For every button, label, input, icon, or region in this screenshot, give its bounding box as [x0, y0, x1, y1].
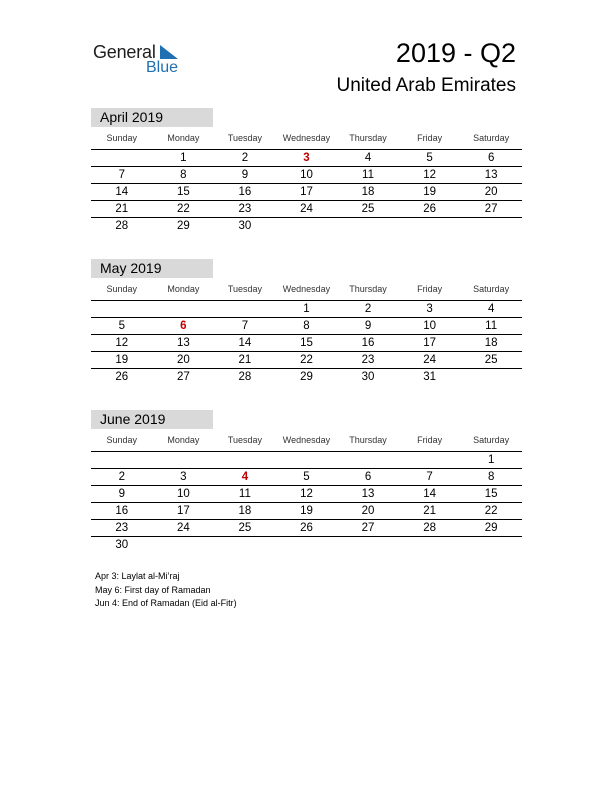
day-cell — [399, 218, 461, 234]
day-cell: 25 — [238, 522, 252, 534]
day-cell: 15 — [484, 488, 498, 500]
weekday-header-row — [91, 434, 522, 452]
day-cell: 16 — [238, 186, 252, 198]
day-cell: 24 — [300, 203, 313, 215]
day-cell — [399, 452, 461, 468]
day-cell — [276, 452, 338, 468]
day-cell: 30 — [361, 371, 375, 383]
day-cell: 17 — [300, 186, 313, 198]
day-cell: 7 — [118, 169, 125, 181]
day-cell: 14 — [115, 186, 129, 198]
day-cell: 23 — [115, 522, 129, 534]
logo-blue-text: Blue — [146, 59, 179, 76]
day-cell: 27 — [484, 203, 498, 215]
country-name: United Arab Emirates — [336, 75, 516, 96]
month-may — [91, 259, 522, 385]
day-cell: 10 — [423, 320, 436, 332]
day-cell: 14 — [423, 488, 436, 500]
day-cell: 29 — [300, 371, 313, 383]
week-row — [91, 520, 522, 537]
day-cell: 1 — [180, 152, 187, 164]
day-cell: 13 — [176, 337, 190, 349]
day-cell: 4 — [487, 303, 495, 315]
day-cell: 13 — [484, 169, 498, 181]
day-cell: 23 — [361, 354, 375, 366]
weekday-label: Saturday — [473, 133, 510, 143]
week-row — [91, 369, 522, 385]
week-row — [91, 469, 522, 486]
logo — [93, 42, 193, 82]
day-cell — [337, 452, 399, 468]
day-cell: 18 — [238, 505, 252, 517]
day-cell: 30 — [238, 220, 252, 232]
weekday-label: Sunday — [106, 435, 138, 445]
weekday-label: Monday — [167, 133, 200, 143]
day-cell: 21 — [115, 203, 129, 215]
day-cell: 11 — [362, 169, 374, 181]
day-cell — [276, 537, 338, 553]
day-cell: 7 — [241, 320, 249, 332]
day-cell: 5 — [303, 471, 310, 483]
week-row — [91, 452, 522, 469]
day-cell: 16 — [361, 337, 375, 349]
weekday-label: Thursday — [349, 133, 387, 143]
day-cell: 2 — [118, 471, 125, 483]
day-cell: 24 — [176, 522, 190, 534]
weekday-label: Tuesday — [227, 435, 262, 445]
week-row — [91, 335, 522, 352]
holiday-day-cell: 4 — [241, 471, 249, 483]
day-cell: 15 — [176, 186, 190, 198]
day-cell — [460, 218, 522, 234]
holiday-note: May 6: First day of Ramadan — [95, 584, 211, 595]
day-cell — [214, 452, 276, 468]
day-cell: 12 — [300, 488, 313, 500]
day-cell: 3 — [426, 303, 433, 315]
day-cell: 25 — [484, 354, 498, 366]
day-cell: 4 — [364, 152, 372, 164]
day-cell: 28 — [238, 371, 252, 383]
day-cell: 22 — [176, 203, 190, 215]
day-cell — [91, 150, 153, 166]
day-cell: 19 — [423, 186, 436, 198]
week-row — [91, 537, 522, 553]
weekday-label: Friday — [417, 133, 443, 143]
day-cell: 26 — [300, 522, 313, 534]
weekday-label: Thursday — [349, 284, 387, 294]
day-cell: 19 — [115, 354, 129, 366]
day-cell: 8 — [180, 169, 187, 181]
day-cell: 6 — [487, 152, 495, 164]
day-cell: 15 — [300, 337, 313, 349]
weekday-label: Wednesday — [282, 435, 331, 445]
day-cell: 12 — [115, 337, 129, 349]
day-cell: 13 — [361, 488, 375, 500]
logo-general-text: General — [93, 42, 156, 62]
weekday-label: Wednesday — [282, 284, 331, 294]
weekday-header-row — [91, 132, 522, 150]
day-cell: 30 — [115, 539, 129, 551]
day-cell: 9 — [364, 320, 372, 332]
month-june — [91, 410, 522, 553]
day-cell — [399, 537, 461, 553]
day-cell — [276, 218, 338, 234]
day-cell: 21 — [423, 505, 436, 517]
weekday-label: Monday — [167, 435, 200, 445]
day-cell — [153, 301, 215, 317]
week-row — [91, 503, 522, 520]
day-cell: 22 — [300, 354, 313, 366]
day-cell — [337, 537, 399, 553]
day-cell: 5 — [118, 320, 125, 332]
day-cell — [460, 537, 522, 553]
month-title: April 2019 — [91, 108, 213, 127]
day-cell: 8 — [487, 471, 495, 483]
day-cell — [214, 301, 276, 317]
day-cell: 8 — [303, 320, 310, 332]
day-cell: 29 — [176, 220, 190, 232]
day-cell: 9 — [241, 169, 249, 181]
day-cell: 28 — [115, 220, 129, 232]
day-cell: 3 — [180, 471, 187, 483]
day-cell: 5 — [426, 152, 433, 164]
day-cell: 19 — [300, 505, 313, 517]
day-cell: 11 — [238, 488, 251, 500]
day-cell: 10 — [176, 488, 190, 500]
week-row — [91, 218, 522, 234]
day-cell: 17 — [423, 337, 436, 349]
day-cell: 14 — [238, 337, 252, 349]
day-cell: 21 — [238, 354, 252, 366]
week-row — [91, 184, 522, 201]
day-cell: 24 — [423, 354, 436, 366]
weekday-label: Sunday — [106, 133, 138, 143]
day-cell: 28 — [423, 522, 436, 534]
holiday-day-cell: 3 — [303, 152, 310, 164]
day-cell: 25 — [361, 203, 375, 215]
week-row — [91, 201, 522, 218]
day-cell: 10 — [300, 169, 313, 181]
week-row — [91, 318, 522, 335]
day-cell — [91, 301, 153, 317]
month-april — [91, 108, 522, 234]
week-row — [91, 150, 522, 167]
day-cell: 20 — [484, 186, 498, 198]
weekday-label: Tuesday — [227, 133, 262, 143]
day-cell — [153, 452, 215, 468]
day-cell: 16 — [115, 505, 129, 517]
day-cell: 9 — [118, 488, 125, 500]
day-cell: 2 — [364, 303, 372, 315]
day-cell: 2 — [241, 152, 249, 164]
holiday-day-cell: 6 — [180, 320, 187, 332]
holiday-note: Apr 3: Laylat al-Mi’raj — [95, 571, 180, 581]
day-cell: 27 — [176, 371, 190, 383]
day-cell: 18 — [484, 337, 498, 349]
day-cell — [460, 369, 522, 385]
weekday-label: Saturday — [473, 284, 510, 294]
day-cell: 17 — [176, 505, 190, 517]
holiday-note: Jun 4: End of Ramadan (Eid al-Fitr) — [95, 598, 237, 608]
day-cell: 12 — [423, 169, 436, 181]
weekday-label: Friday — [417, 435, 443, 445]
holiday-notes — [95, 570, 237, 611]
logo-triangle-icon — [160, 45, 178, 59]
day-cell: 1 — [303, 303, 310, 315]
day-cell: 31 — [423, 371, 436, 383]
page-title: 2019 - Q2 — [395, 38, 516, 68]
weekday-label: Monday — [167, 284, 200, 294]
day-cell: 6 — [364, 471, 372, 483]
weekday-label: Saturday — [473, 435, 510, 445]
weekday-label: Sunday — [106, 284, 138, 294]
week-row — [91, 352, 522, 369]
week-row — [91, 167, 522, 184]
day-cell: 26 — [423, 203, 436, 215]
weekday-header-row — [91, 283, 522, 301]
week-row — [91, 301, 522, 318]
week-row — [91, 486, 522, 503]
month-title: June 2019 — [91, 410, 213, 429]
day-cell: 23 — [238, 203, 252, 215]
day-cell: 22 — [484, 505, 498, 517]
day-cell: 20 — [361, 505, 375, 517]
day-cell: 18 — [361, 186, 375, 198]
weekday-label: Wednesday — [282, 133, 331, 143]
weekday-label: Friday — [417, 284, 443, 294]
day-cell — [214, 537, 276, 553]
day-cell: 20 — [176, 354, 190, 366]
day-cell — [91, 452, 153, 468]
month-title: May 2019 — [91, 259, 213, 278]
day-cell — [337, 218, 399, 234]
weekday-label: Tuesday — [227, 284, 262, 294]
day-cell: 27 — [361, 522, 375, 534]
day-cell: 11 — [485, 320, 498, 332]
day-cell: 1 — [487, 454, 495, 466]
weekday-label: Thursday — [349, 435, 387, 445]
day-cell: 7 — [426, 471, 433, 483]
day-cell: 29 — [484, 522, 498, 534]
day-cell: 26 — [115, 371, 129, 383]
day-cell — [153, 537, 215, 553]
